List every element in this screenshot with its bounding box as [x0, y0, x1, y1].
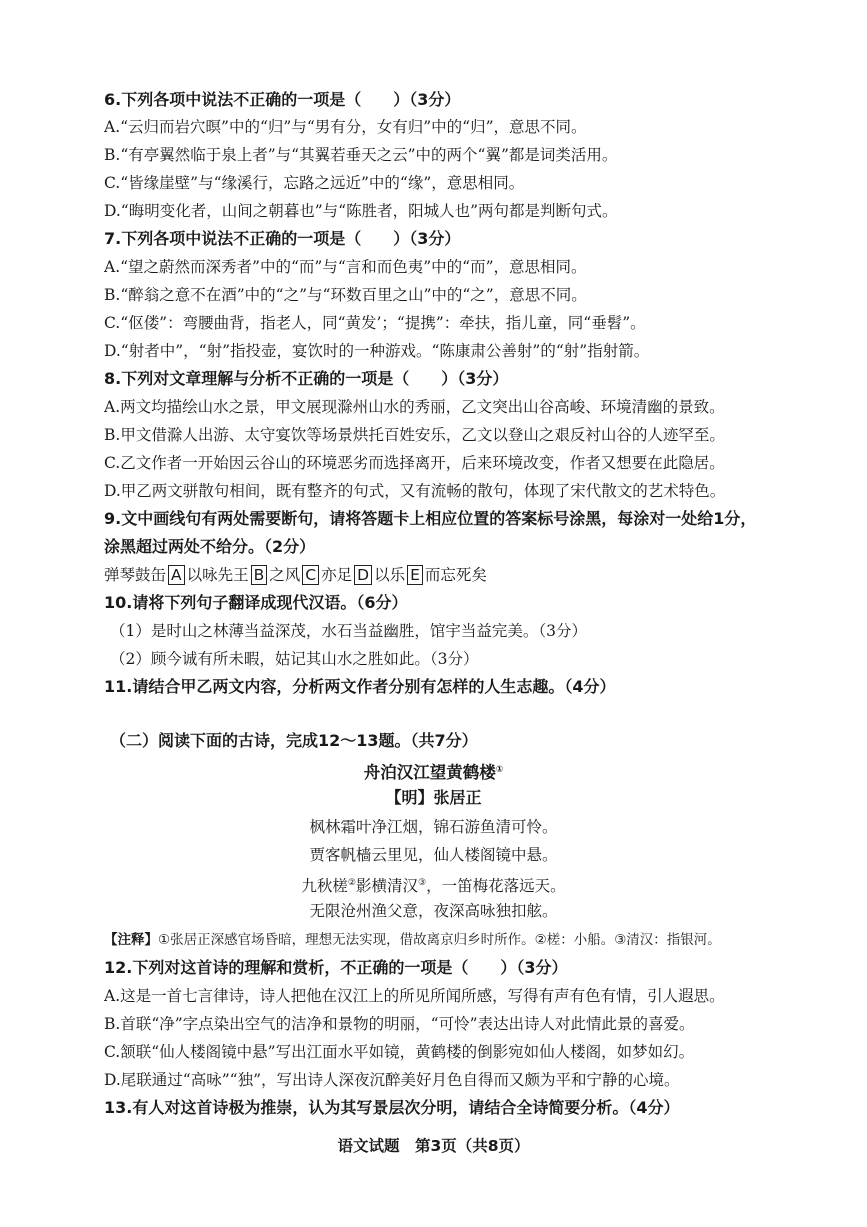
q6-stem: 6.下列各项中说法不正确的一项是（ ）（3分）	[104, 90, 461, 109]
poem-line-part: 影横清汉	[355, 877, 418, 895]
q7-option-a: A.“望之蔚然而深秀者”中的“而”与“言和而色夷”中的“而”，意思相同。	[104, 258, 587, 276]
q12-stem: 12.下列对这首诗的理解和赏析，不正确的一项是（ ）（3分）	[104, 958, 568, 977]
poem-title-note-marker: ①	[495, 765, 504, 775]
q10-item-1: （1）是时山之林薄当益深茂，水石当益幽胜，馆宇当益完美。（3分）	[110, 622, 587, 640]
poem-line-part: ，一笛梅花落远天。	[426, 877, 566, 895]
poem-line	[0, 871, 867, 898]
q9-segment: 而忘死矣	[424, 566, 487, 584]
q9-segment: 之风	[269, 566, 301, 584]
q9-mark-a[interactable]: A	[168, 565, 185, 585]
q10-item-2: （2）顾今诚有所未暇，姑记其山水之胜如此。（3分）	[110, 650, 479, 668]
poem-title-text: 舟泊汉江望黄鹤楼	[363, 763, 496, 782]
q10-stem: 10.请将下列句子翻译成现代汉语。（6分）	[104, 593, 408, 612]
annotation-label: 【注释】	[104, 932, 158, 948]
q12-option-c: C.颔联“仙人楼阁镜中悬”写出江面水平如镜，黄鹤楼的倒影宛如仙人楼阁，如梦如幻。	[104, 1043, 695, 1061]
q6-option-c: C.“皆缘崖壁”与“缘溪行，忘路之远近”中的“缘”，意思相同。	[104, 174, 525, 192]
q7-option-d: D.“射者中”，“射”指投壶，宴饮时的一种游戏。“陈康肃公善射”的“射”指射箭。	[104, 342, 650, 360]
q7-option-b: B.“醉翁之意不在酒”中的“之”与“环数百里之山”中的“之”，意思不同。	[104, 286, 587, 304]
q6-option-b: B.“有亭翼然临于泉上者”与“其翼若垂天之云”中的两个“翼”都是词类活用。	[104, 146, 618, 164]
poem-note-marker: ③	[418, 878, 427, 888]
poem-line: 贾客帆樯云里见，仙人楼阁镜中悬。	[309, 846, 558, 864]
q12-option-b: B.首联“净”字点染出空气的洁净和景物的明丽，“可怜”表达出诗人对此情此景的喜爱。	[104, 1015, 695, 1033]
q9-segment: 弹琴鼓缶	[104, 566, 167, 584]
q9-segment: 以乐	[374, 566, 406, 584]
poem-title	[0, 758, 867, 785]
annotation-text: ①张居正深感官场昏暗，理想无法实现，借故离京归乡时所作。②槎：小船。③清汉：指银河。	[158, 932, 721, 948]
q8-option-a: A.两文均描绘山水之景，甲文展现滁州山水的秀丽，乙文突出山谷高峻、环境清幽的景致。	[104, 398, 725, 416]
poem-annotation	[104, 928, 787, 952]
q9-stem-line1: 9.文中画线句有两处需要断句，请将答题卡上相应位置的答案标号涂黑，每涂对一处给1分，	[104, 509, 757, 528]
q8-stem: 8.下列对文章理解与分析不正确的一项是（ ）（3分）	[104, 369, 509, 388]
q8-option-d: D.甲乙两文骈散句相间，既有整齐的句式，又有流畅的散句，体现了宋代散文的艺术特色。	[104, 482, 726, 500]
poem-author: 【明】张居正	[385, 788, 482, 807]
q6-option-d: D.“晦明变化者，山间之朝暮也”与“陈胜者，阳城人也”两句都是判断句式。	[104, 202, 618, 220]
q7-stem: 7.下列各项中说法不正确的一项是（ ）（3分）	[104, 229, 461, 248]
q9-mark-e[interactable]: E	[407, 565, 423, 585]
q8-option-c: C.乙文作者一开始因云谷山的环境恶劣而选择离开，后来环境改变，作者又想要在此隐居。	[104, 454, 725, 472]
poem-line: 无限沧州渔父意，夜深高咏独扣舷。	[309, 902, 558, 920]
q9-segment: 亦足	[321, 566, 353, 584]
q12-option-d: D.尾联通过“高咏”“独”，写出诗人深夜沉醉美好月色自得而又颇为平和宁静的心境。	[104, 1071, 680, 1089]
poem-note-marker: ②	[347, 878, 356, 888]
q11-stem: 11.请结合甲乙两文内容，分析两文作者分别有怎样的人生志趣。（4分）	[104, 677, 616, 696]
q9-mark-d[interactable]: D	[354, 565, 372, 585]
q8-option-b: B.甲文借滁人出游、太守宴饮等场景烘托百姓安乐，乙文以登山之艰反衬山谷的人迹罕至。	[104, 426, 725, 444]
q9-segment: 以咏先王	[186, 566, 249, 584]
q9-sentence	[104, 563, 787, 587]
section2-heading: （二）阅读下面的古诗，完成12～13题。（共7分）	[110, 731, 478, 750]
q13-stem: 13.有人对这首诗极为推崇，认为其写景层次分明，请结合全诗简要分析。（4分）	[104, 1098, 680, 1117]
q9-mark-b[interactable]: B	[251, 565, 268, 585]
page-footer: 语文试题 第3页（共8页）	[337, 1137, 530, 1155]
q6-option-a: A.“云归而岩穴暝”中的“归”与“男有分，女有归”中的“归”，意思不同。	[104, 118, 587, 136]
q9-mark-c[interactable]: C	[302, 565, 319, 585]
q7-option-c: C.“伛偻”：弯腰曲背，指老人，同“黄发’；“提携”：牵扶，指儿童，同“垂髫”。	[104, 314, 646, 332]
poem-line: 枫林霜叶净江烟，锦石游鱼清可怜。	[309, 818, 558, 836]
q12-option-a: A.这是一首七言律诗，诗人把他在汉江上的所见所闻所感，写得有声有色有情，引人遐思。	[104, 987, 725, 1005]
poem-line-part: 九秋槎	[301, 877, 348, 895]
q9-stem-line2: 涂黑超过两处不给分。（2分）	[104, 537, 316, 556]
